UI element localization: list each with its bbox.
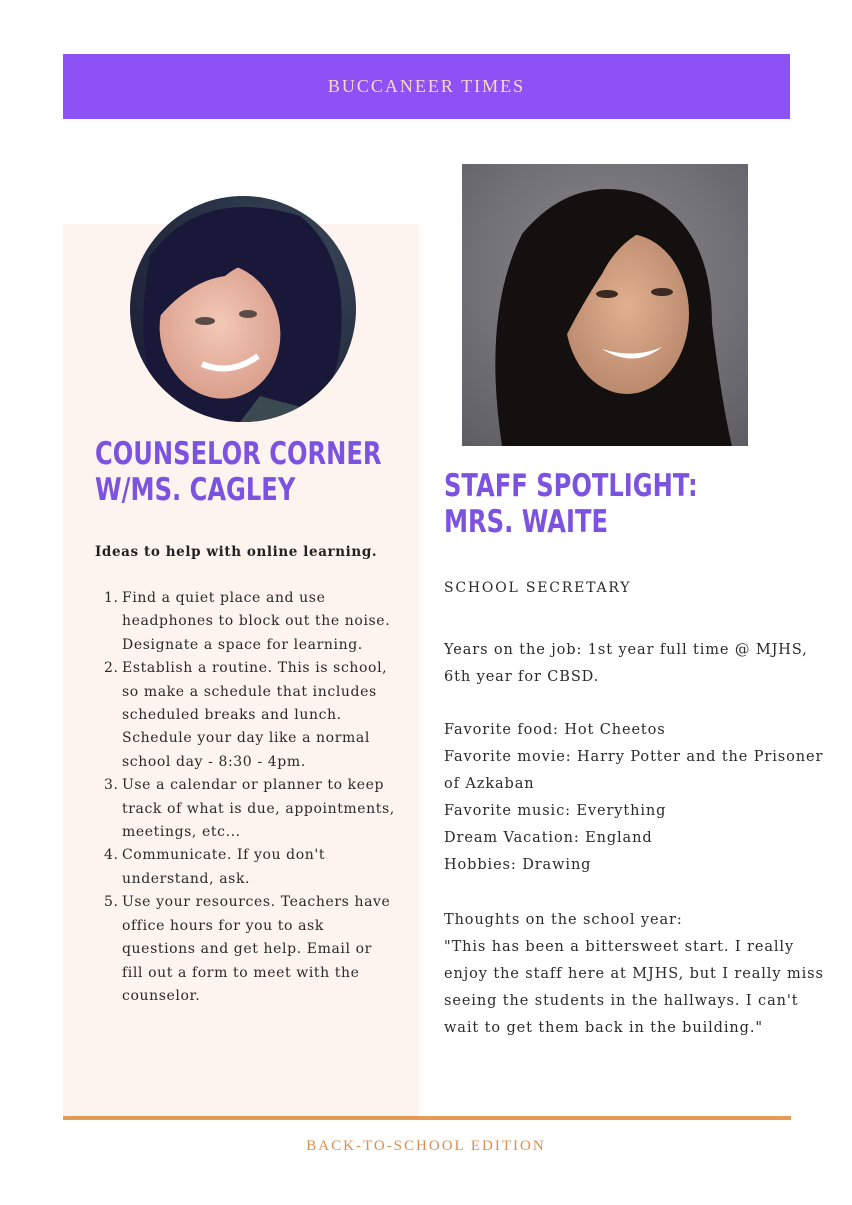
tip-text: Communicate. If you don't understand, ask. <box>122 847 326 887</box>
favorite-item: Favorite music: Everything <box>444 803 667 819</box>
counselor-tips-list <box>95 587 395 1008</box>
favorite-item: Hobbies: Drawing <box>444 857 592 873</box>
spotlight-heading <box>444 468 698 540</box>
tip-item <box>95 657 395 774</box>
favorite-item: Dream Vacation: England <box>444 830 653 846</box>
tip-number: 1. <box>104 590 119 606</box>
thoughts-quote: "This has been a bittersweet start. I really enjoy the staff here at MJHS, but I really miss seeing the students in the hallways. I can't wait to get them back in the building." <box>444 939 824 1036</box>
staff-photo <box>462 164 748 446</box>
tip-item <box>95 844 395 891</box>
tip-text: Use your resources. Teachers have office hours for you to ask questions and get help. Email or fill out a form to meet with the counselor. <box>122 894 391 1004</box>
staff-favorites <box>444 717 824 879</box>
spotlight-heading-line1: STAFF SPOTLIGHT: <box>444 468 698 504</box>
newsletter-banner <box>63 54 790 119</box>
tip-item <box>95 587 395 657</box>
counselor-heading-line2: W/MS. CAGLEY <box>95 472 296 508</box>
staff-years <box>444 637 824 691</box>
tip-item <box>95 891 395 1008</box>
favorite-item: Favorite movie: Harry Potter and the Prisoner of Azkaban <box>444 749 824 792</box>
tip-text: Find a quiet place and use headphones to block out the noise. Designate a space for learning. <box>122 590 391 653</box>
counselor-heading-line1: COUNSELOR CORNER <box>95 436 382 472</box>
favorite-item: Favorite food: Hot Cheetos <box>444 722 666 738</box>
edition-label: BACK-TO-SCHOOL EDITION <box>306 1138 546 1154</box>
years-text: Years on the job: 1st year full time @ MJHS, 6th year for CBSD. <box>444 642 808 685</box>
tip-item <box>95 774 395 844</box>
footer-divider <box>63 1116 791 1120</box>
spotlight-heading-line2: MRS. WAITE <box>444 504 609 540</box>
tip-number: 3. <box>104 777 119 794</box>
counselor-intro: Ideas to help with online learning. <box>95 544 378 560</box>
staff-role: SCHOOL SECRETARY <box>444 580 632 596</box>
counselor-photo <box>130 196 356 422</box>
tip-number: 4. <box>104 847 119 864</box>
tip-text: Establish a routine. This is school, so make a schedule that includes scheduled breaks and lunch. Schedule your day like a normal school day - 8:30 - 4pm. <box>122 660 388 770</box>
tip-text: Use a calendar or planner to keep track of what is due, appointments, meetings, etc... <box>122 777 395 841</box>
thoughts-label: Thoughts on the school year: <box>444 912 683 928</box>
newsletter-title: BUCCANEER TIMES <box>327 76 526 96</box>
counselor-heading <box>95 436 382 508</box>
tip-number: 5. <box>104 894 119 911</box>
staff-thoughts <box>444 907 824 1042</box>
tip-number: 2. <box>104 660 119 677</box>
